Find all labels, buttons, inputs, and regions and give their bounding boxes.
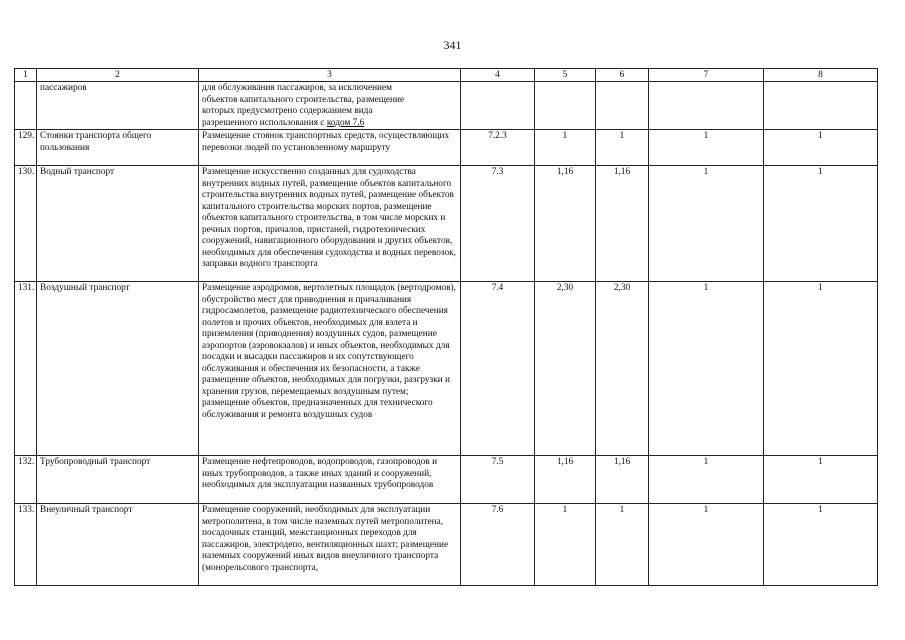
continuation-row	[15, 82, 878, 130]
header-row	[15, 69, 878, 82]
value-cell: 1	[764, 504, 878, 586]
column-header: 3	[199, 69, 461, 82]
use-name-cell: Воздушный транспорт	[37, 282, 199, 456]
code-cell: 7.6	[461, 504, 535, 586]
row-number-cell: 132.	[15, 456, 37, 504]
code-cell: 7.3	[461, 166, 535, 282]
value-cell: 2,30	[596, 282, 649, 456]
value-cell: 1	[649, 504, 764, 586]
row-number-cell	[15, 82, 37, 130]
value-cell: 1,16	[535, 166, 596, 282]
value-cell: 1,16	[596, 456, 649, 504]
table-row	[15, 282, 878, 456]
table-row	[15, 130, 878, 166]
column-header: 7	[649, 69, 764, 82]
use-description-cell: Размещение сооружений, необходимых для эксплуатации метрополитена, в том числе наземных путей метрополитена, посадочных станций, межстанционных переходов для пассажиров, электродепо, вентиляционных шахт; размещение наземных сооружений иных видов внеуличного транспорта (монорельсового транспорта,	[199, 504, 461, 586]
value-cell: 1,16	[596, 166, 649, 282]
code-reference-link[interactable]: кодом 7.6	[326, 117, 365, 128]
value-cell: 1	[535, 130, 596, 166]
use-description-cell: Размещение нефтепроводов, водопроводов, газопроводов и иных трубопроводов, а также иных зданий и сооружений, необходимых для эксплуатации названных трубопроводов	[199, 456, 461, 504]
use-name-cell: Водный транспорт	[37, 166, 199, 282]
code-cell: 7.2.3	[461, 130, 535, 166]
column-header: 5	[535, 69, 596, 82]
use-name-cell: Трубопроводный транспорт	[37, 456, 199, 504]
value-cell: 1,16	[535, 456, 596, 504]
value-cell: 1	[649, 282, 764, 456]
value-cell: 1	[535, 504, 596, 586]
column-header: 2	[37, 69, 199, 82]
description-line: которых предусмотрено содержанием вида	[202, 106, 373, 116]
land-use-table	[14, 68, 878, 586]
value-cell	[764, 82, 878, 130]
row-number-cell: 133.	[15, 504, 37, 586]
column-header: 8	[764, 69, 878, 82]
use-name-cell: пассажиров	[37, 82, 199, 130]
use-description-cell: Размещение аэродромов, вертолетных площадок (вертодромов), обустройство мест для приводнения и причаливания гидросамолетов, размещение радиотехнического обеспечения полетов и прочих объектов, необходимых для взлета и приземления (приводнения) воздушных судов, размещение аэропортов (аэровокзалов) и иных объектов, необходимых для посадки и высадки пассажиров и их сопутствующего обслуживания и обеспечения их безопасности, а также размещение объектов, необходимых для погрузки, разгрузки и хранения грузов, перемещаемых воздушным путем; размещение объектов, предназначенных для технического обслуживания и ремонта воздушных судов	[199, 282, 461, 456]
value-cell: 1	[764, 282, 878, 456]
table-row	[15, 504, 878, 586]
row-number-cell: 129.	[15, 130, 37, 166]
row-number-cell: 130.	[15, 166, 37, 282]
value-cell: 1	[649, 456, 764, 504]
column-header: 1	[15, 69, 37, 82]
value-cell: 1	[596, 130, 649, 166]
value-cell: 1	[764, 166, 878, 282]
table-row	[15, 456, 878, 504]
use-name-cell: Внеуличный транспорт	[37, 504, 199, 586]
value-cell: 1	[649, 130, 764, 166]
value-cell: 1	[764, 456, 878, 504]
column-header: 6	[596, 69, 649, 82]
value-cell: 1	[596, 504, 649, 586]
value-cell: 2,30	[535, 282, 596, 456]
column-header: 4	[461, 69, 535, 82]
value-cell	[596, 82, 649, 130]
code-cell: 7.4	[461, 282, 535, 456]
use-description-cell	[199, 82, 461, 130]
code-cell	[461, 82, 535, 130]
page-number: 341	[443, 38, 462, 52]
use-description-cell: Размещение искусственно созданных для судоходства внутренних водных путей, размещение объектов капитального строительства внутренних водных путей, размещение объектов капитального строительства морских портов, размещение объектов капитального строительства, в том числе морских и речных портов, причалов, пристаней, гидротехнических сооружений, навигационного оборудования и других объектов, необходимых для обеспечения судоходства и водных перевозок, заправки водного транспорта	[199, 166, 461, 282]
description-line: разрешенного использования с	[202, 117, 327, 128]
row-number-cell: 131.	[15, 282, 37, 456]
value-cell	[649, 82, 764, 130]
value-cell: 1	[764, 130, 878, 166]
table-row	[15, 166, 878, 282]
description-line: для обслуживания пассажиров, за исключением	[202, 83, 393, 93]
use-name-cell: Стоянки транспорта общего пользования	[37, 130, 199, 166]
use-description-cell: Размещение стоянок транспортных средств, осуществляющих перевозки людей по установленному маршруту	[199, 130, 461, 166]
code-cell: 7.5	[461, 456, 535, 504]
description-line: объектов капитального строительства, размещение	[202, 94, 405, 105]
value-cell	[535, 82, 596, 130]
value-cell: 1	[649, 166, 764, 282]
